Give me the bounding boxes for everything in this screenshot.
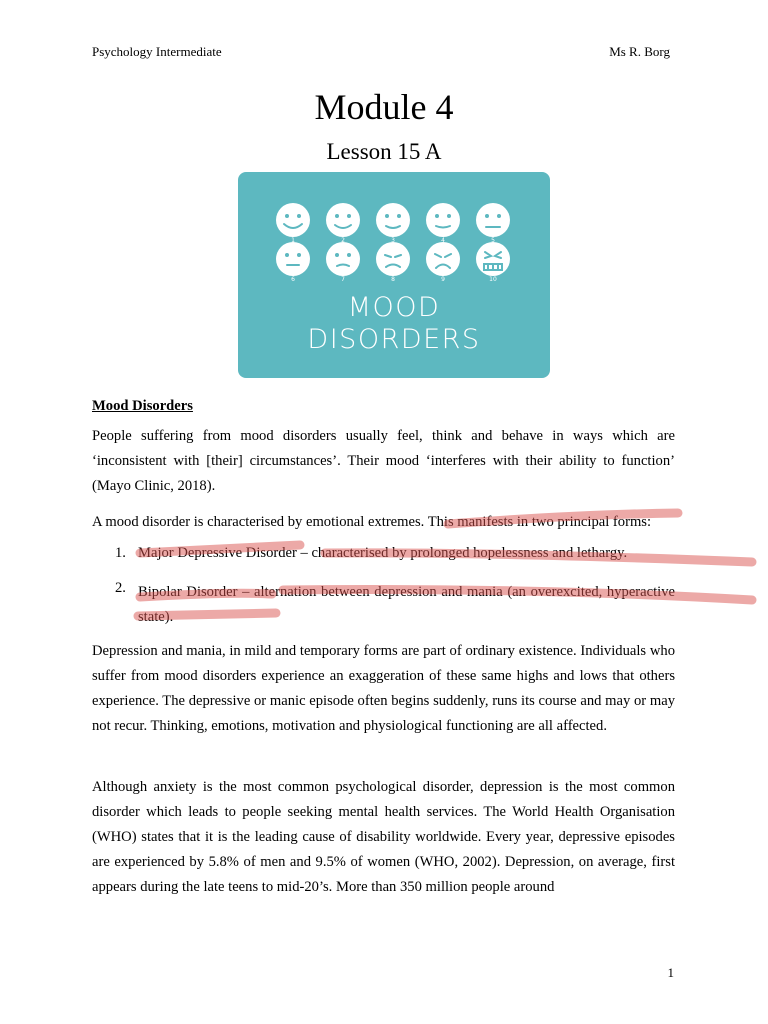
svg-text:9: 9 (441, 276, 445, 283)
mood-disorders-banner (238, 172, 550, 378)
svg-text:6: 6 (291, 276, 295, 283)
face-4-icon (426, 203, 460, 237)
svg-text:7: 7 (341, 276, 345, 283)
list-item-bipolar: Bipolar Disorder – alternation between depression and mania (an overexcited, hyperactive state). (138, 584, 675, 625)
face-8-icon (376, 242, 410, 276)
paragraph-depression-mania: Depression and mania, in mild and temporary forms are part of ordinary existence. Individuals who suffer from mood disorders experience an exaggeration of these same highs and lows that others experience. The depressive or manic episode often begins suddenly, runs its course and may or may not recur. Thinking, emotions, motivation and physiological functioning are all affected. (92, 643, 675, 734)
face-7-icon (326, 242, 360, 276)
face-3-icon (376, 203, 410, 237)
face-9-icon (426, 242, 460, 276)
face-1-icon (276, 203, 310, 237)
svg-text:5: 5 (491, 237, 495, 244)
page-number: 1 (667, 965, 674, 980)
header-teacher-name: Ms R. Borg (609, 44, 670, 59)
section-heading: Mood Disorders (92, 398, 193, 414)
list-item-major-depressive: Major Depressive Disorder – characterised by prolonged hopelessness and lethargy. (138, 545, 628, 561)
face-2-icon (326, 203, 360, 237)
paragraph-prevalence: Although anxiety is the most common psychological disorder, depression is the most common disorder which leads to people seeking mental health services. The World Health Organisation (WHO) states that it is the leading cause of disability worldwide. Every year, depressive episodes are experienced by 5.8% of men and 9.5% of women (WHO, 2002). Depression, on average, first appears during the late teens to mid-20’s. More than 350 million people around (92, 779, 675, 895)
face-6-icon (276, 242, 310, 276)
svg-text:3: 3 (391, 237, 395, 244)
paragraph-intro: People suffering from mood disorders usually feel, think and behave in ways which are ‘inconsistent with [their] circumstances’. Their mood ‘interferes with their ability to function’ (Mayo Clinic, 2018). (92, 428, 675, 494)
face-5-icon (476, 203, 510, 237)
list-item-number: 2. (115, 580, 126, 596)
svg-text:8: 8 (391, 276, 395, 283)
svg-text:10: 10 (489, 276, 497, 283)
banner-title-line-1: MOOD (347, 292, 441, 323)
paragraph-forms: A mood disorder is characterised by emotional extremes. This manifests in two principal forms: (92, 514, 652, 530)
header-course-title: Psychology Intermediate (92, 44, 222, 59)
list-item-number: 1. (115, 545, 126, 561)
svg-text:2: 2 (341, 237, 345, 244)
page-title: Module 4 (314, 87, 454, 127)
page-subtitle: Lesson 15 A (326, 139, 442, 164)
banner-title-line-2: DISORDERS (307, 324, 481, 355)
svg-text:1: 1 (291, 237, 295, 244)
svg-text:4: 4 (441, 237, 445, 244)
